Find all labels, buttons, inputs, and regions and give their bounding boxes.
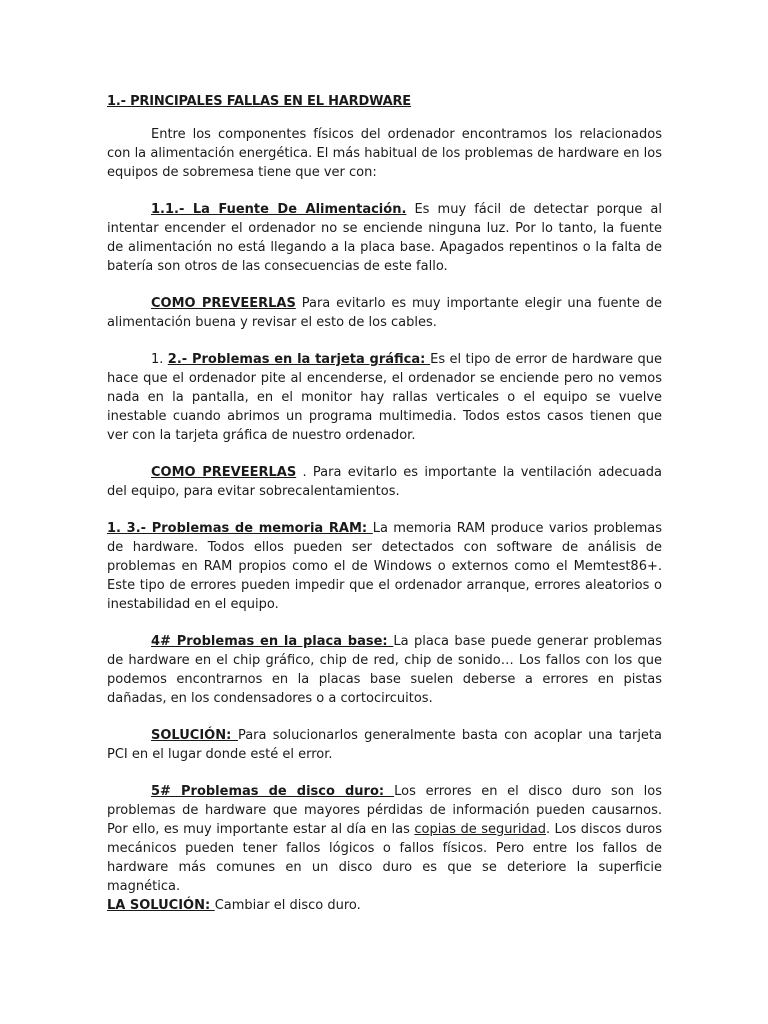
section-ram: [107, 519, 662, 614]
section-motherboard: [107, 632, 662, 708]
section-body: La memoria RAM produce varios problemas de hardware. Todos ellos pueden ser detectados con software de análisis de problemas en RAM propios como el de Windows o externos como el Memtest86+. Este tipo de errores pueden impedir que el ordenador arranque, errores aleatorios o inestabilidad en el equipo.: [107, 521, 662, 612]
section-body: Es muy fácil de detectar porque al intentar encender el ordenador no se enciende ninguna luz. Por lo tanto, la fuente de alimentación no está llegando a la placa base. Apagados repentinos o la falta de batería son otros de las consecuencias de este fallo.: [107, 202, 662, 274]
section-heading: 1.1.- La Fuente De Alimentación.: [151, 202, 407, 217]
section-heading: 5# Problemas de disco duro:: [151, 784, 395, 799]
solution-motherboard: [107, 726, 662, 764]
backup-link[interactable]: copias de seguridad: [414, 822, 546, 837]
underline-indent: [107, 782, 151, 801]
section-body: Es el tipo de error de hardware que hace que el ordenador pite al encenderse, el ordenador se enciende pero no vemos nada en la pantalla, en el monitor hay rallas verticales o el equipo se vuelve inestable cuando abrimos un programa multimedia. Todos estos casos tienen que ver con la tarjeta gráfica de nuestro ordenador.: [107, 352, 662, 443]
prevention-heading: COMO PREVEERLAS: [151, 296, 296, 311]
solution-body: Cambiar el disco duro.: [214, 898, 361, 913]
section-power-supply: [107, 200, 662, 276]
section-heading: 2.- Problemas en la tarjeta gráfica:: [167, 352, 431, 367]
prevention-body: Para evitarlo es muy importante elegir una fuente de alimentación buena y revisar el esto de los cables.: [107, 296, 662, 330]
prevention-power-supply: [107, 294, 662, 332]
list-number: 1.: [151, 352, 168, 367]
solution-body: Para solucionarlos generalmente basta con acoplar una tarjeta PCI en el lugar donde esté el error.: [107, 728, 662, 762]
prevention-graphics-card: [107, 463, 662, 501]
section-heading: 4# Problemas en la placa base:: [151, 634, 394, 649]
section-body: Los errores en el disco duro son los problemas de hardware que mayores pérdidas de información pueden causarnos. Por ello, es muy importante estar al día en las: [107, 784, 662, 837]
prevention-heading: COMO PREVEERLAS: [151, 465, 297, 480]
solution-hard-disk: [107, 896, 662, 915]
section-heading: 1. 3.- Problemas de memoria RAM:: [107, 521, 373, 536]
solution-heading: SOLUCIÓN:: [151, 728, 238, 743]
prevention-body: . Para evitarlo es importante la ventilación adecuada del equipo, para evitar sobrecalentamientos.: [107, 465, 662, 499]
section-hard-disk: [107, 782, 662, 896]
section-body-continued: . Los discos duros mecánicos pueden tener fallos lógicos o fallos físicos. Pero entre los fallos de hardware más comunes en un disco duro es que se deteriore la superficie magnética.: [107, 822, 662, 894]
intro-paragraph: Entre los componentes físicos del ordenador encontramos los relacionados con la alimentación energética. El más habitual de los problemas de hardware en los equipos de sobremesa tiene que ver con:: [107, 127, 662, 180]
section-body: La placa base puede generar problemas de hardware en el chip gráfico, chip de red, chip de sonido… Los fallos con los que podemos encontrarnos en la placas base suelen deberse a errores en pistas dañadas, en los condensadores o a cortocircuitos.: [107, 634, 662, 706]
document-title: 1.- PRINCIPALES FALLAS EN EL HARDWARE: [107, 94, 411, 109]
section-graphics-card: [107, 350, 662, 445]
solution-heading: LA SOLUCIÓN:: [107, 898, 215, 913]
underline-indent: [107, 632, 151, 651]
